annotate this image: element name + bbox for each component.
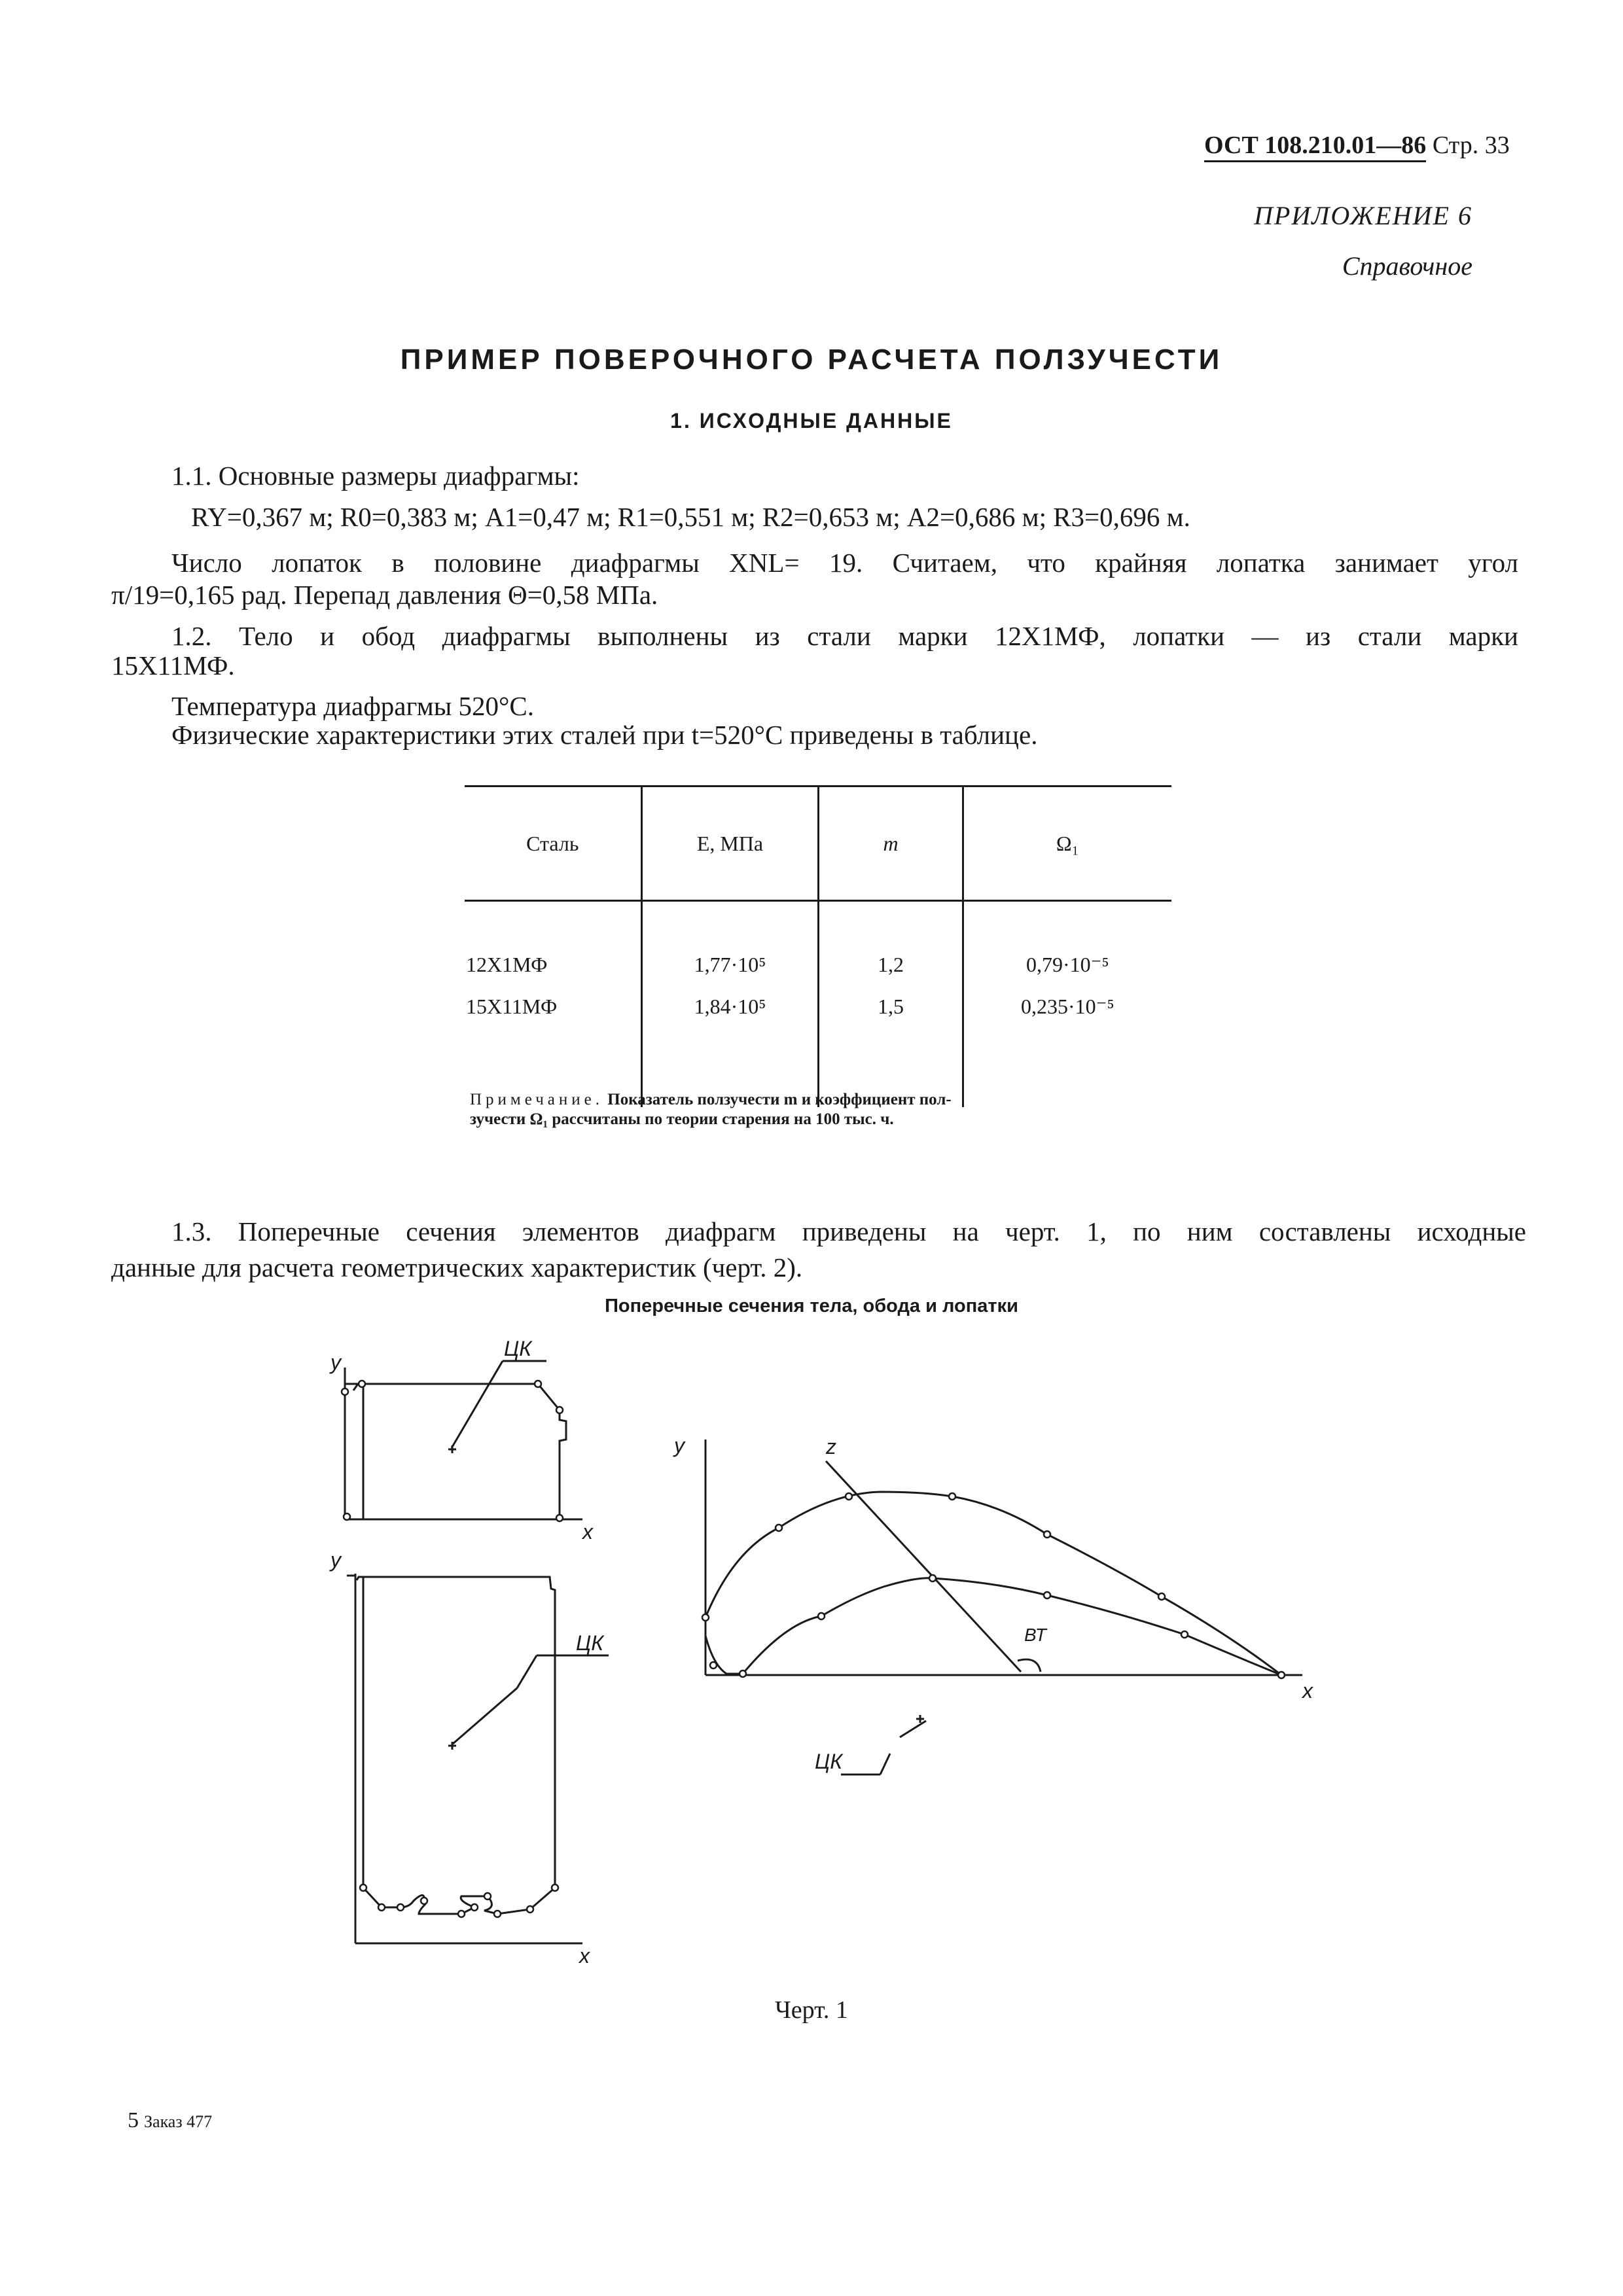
fig-label-y-top: y: [330, 1351, 341, 1374]
col-header-modulus: E, МПа: [641, 786, 819, 901]
fig-label-ck-bottom: ЦК: [576, 1631, 604, 1655]
fig-label-x-blade: x: [1302, 1679, 1313, 1703]
para-1-2-line-2: 15Х11МФ.: [111, 650, 235, 680]
table-row: 12Х1МФ 1,77·10⁵ 1,2 0,79·10⁻⁵: [465, 944, 1171, 985]
dimensions-line: RY=0,367 м; R0=0,383 м; A1=0,47 м; R1=0,551 м; R2=0,653 м; A2=0,686 м; R3=0,696 м.: [191, 502, 1190, 532]
table-row: 15Х11МФ 1,84·10⁵ 1,5 0,235·10⁻⁵: [465, 985, 1171, 1027]
para-1-2-line-1: 1.2. Тело и обод диафрагмы выполнены из стали марки 12Х1МФ, лопатки — из стали марки: [171, 621, 1518, 651]
para-1-1-heading: 1.1. Основные размеры диафрагмы:: [171, 461, 580, 491]
para-1-3-line-2: данные для расчета геометрических характеристик (черт. 2).: [111, 1252, 803, 1282]
fig-label-bt: ВТ: [1024, 1625, 1046, 1645]
rim-section-drawing: [347, 1574, 609, 1943]
body-section-drawing: [345, 1361, 582, 1519]
properties-line: Физические характеристики этих сталей при t=520°С приведены в таблице.: [171, 720, 1038, 750]
blades-line-1: Число лопаток в половине диафрагмы XNL= 19. Считаем, что крайняя лопатка занимает угол: [171, 548, 1518, 578]
note-text-1: Показатель ползучести m и коэффициент пол-: [603, 1091, 952, 1108]
fig-label-y-bottom: y: [330, 1548, 341, 1572]
figure-caption: Поперечные сечения тела, обода и лопатки: [605, 1296, 1018, 1316]
footer-order: Заказ 477: [144, 2112, 213, 2131]
fig-label-x-top: x: [582, 1520, 593, 1544]
page-number: Стр. 33: [1432, 132, 1510, 159]
temperature-line: Температура диафрагмы 520°С.: [171, 691, 535, 721]
blade-profile-drawing: [705, 1439, 1302, 1775]
note-label: Примечание.: [470, 1091, 604, 1108]
para-1-3-line-1: 1.3. Поперечные сечения элементов диафрагм приведены на черт. 1, по ним составлены исходные: [171, 1216, 1526, 1246]
page-title: ПРИМЕР ПОВЕРОЧНОГО РАСЧЕТА ПОЛЗУЧЕСТИ: [400, 344, 1223, 376]
footer: [128, 2108, 212, 2133]
figure-number: Черт. 1: [775, 1996, 848, 2024]
fig-label-ck-top: ЦК: [504, 1337, 532, 1360]
blades-line-2: π/19=0,165 рад. Перепад давления Θ=0,58 МПа.: [111, 580, 658, 610]
fig-label-ck-blade: ЦК: [815, 1750, 843, 1773]
fig-label-z: z: [826, 1435, 836, 1458]
section-heading: 1. ИСХОДНЫЕ ДАННЫЕ: [670, 409, 953, 433]
fig-label-y-blade: y: [674, 1434, 685, 1457]
footer-number: 5: [128, 2108, 139, 2132]
appendix-type: Справочное: [1342, 251, 1472, 281]
col-header-omega: Ω₁: [963, 786, 1171, 901]
appendix-label: ПРИЛОЖЕНИЕ 6: [1254, 201, 1472, 230]
col-header-steel: Сталь: [465, 786, 641, 901]
standard-code: ОСТ 108.210.01—86: [1204, 132, 1426, 162]
fig-label-x-bottom: x: [579, 1944, 590, 1968]
col-header-m: m: [819, 786, 963, 901]
note-text-2: зучести Ω₁ рассчитаны по теории старения на 100 тыс. ч.: [470, 1110, 894, 1128]
